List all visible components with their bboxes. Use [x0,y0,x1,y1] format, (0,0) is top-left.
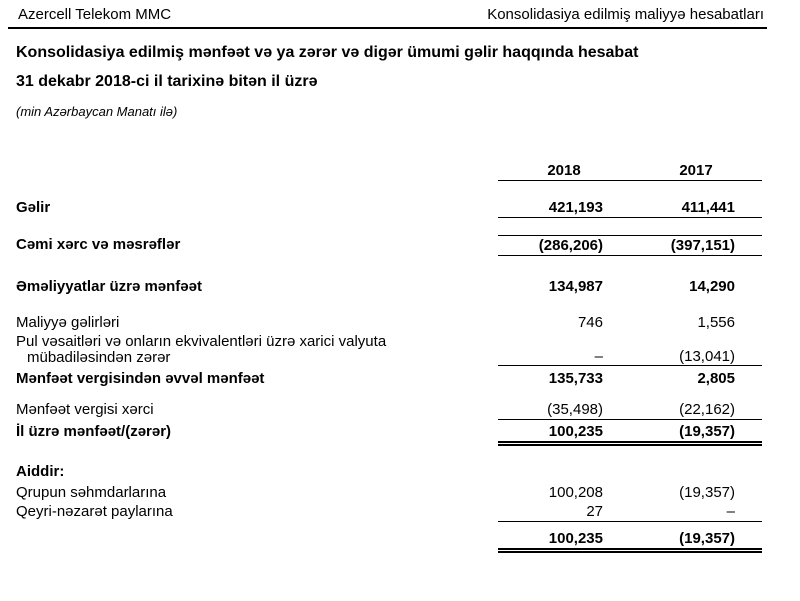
table-row-revenue [16,198,762,218]
table-row-non-controlling-interests [16,502,762,522]
value-2017: 2,805 [697,370,735,387]
row-label: Mənfəət vergisi xərci [16,401,154,418]
value-2017 [630,462,762,481]
value-2017: 14,290 [689,278,735,295]
value-2018: – [498,334,630,366]
table-row-attributable-to [16,462,762,481]
row-label: Maliyyə gəlirləri [16,314,120,331]
value-2018 [498,462,630,481]
value-2018: (286,206) [498,235,630,256]
value-2017: (22,162) [630,400,762,420]
column-header-2017: 2017 [630,161,762,181]
value-2018: 100,235 [498,529,630,553]
table-row-total-attributable [16,522,762,553]
value-2017: (19,357) [679,484,735,501]
value-2017: – [630,502,762,522]
value-2017: 1,556 [697,314,735,331]
row-label: İl üzrə mənfəət/(zərər) [16,423,172,440]
row-label [16,529,498,553]
value-2018: 27 [498,502,630,522]
row-label: Cəmi xərc və məsrəflər [16,236,181,253]
table-row-total-costs-expenses [16,233,762,258]
value-2018: 421,193 [498,198,630,218]
value-2018: 100,208 [548,484,603,501]
report-period: 31 dekabr 2018-ci il tarixinə bitən il üzrə [16,73,318,90]
value-2018: 100,235 [498,422,630,446]
row-label: Qrupun səhmdarlarına [16,484,167,501]
table-row-income-tax-expense [16,400,762,420]
header-spacer [16,161,498,181]
table-row-finance-income [16,313,762,332]
report-title: Konsolidasiya edilmiş mənfəət və ya zərər və digər ümumi gəlir haqqında hesabat [16,44,639,61]
row-label-line1: Pul vəsaitləri və onların ekvivalentləri üzrə xarici valyuta [16,333,387,350]
table-row-profit-before-income-tax [16,369,762,388]
table-row-fx-exchange-loss [16,334,762,366]
table-row-operating-profit [16,277,762,296]
row-label: Aiddir: [16,463,65,480]
row-label: Mənfəət vergisindən əvvəl mənfəət [16,370,265,387]
table-header-row [16,161,762,181]
income-statement-table [16,161,762,553]
company-name: Azercell Telekom MMC [18,6,172,23]
table-row-group-shareholders [16,483,762,502]
value-2018: 746 [577,314,603,331]
value-2018: (35,498) [498,400,630,420]
page-header [8,0,767,29]
value-2017: (397,151) [630,235,762,256]
value-2017: (19,357) [630,422,762,446]
value-2018: 134,987 [548,278,603,295]
value-2017: 411,441 [630,198,762,218]
currency-note: (min Azərbaycan Manatı ilə) [16,104,178,119]
row-label: Əməliyyatlar üzrə mənfəət [16,278,202,295]
row-label: Gəlir [16,199,51,216]
value-2017: (13,041) [630,334,762,366]
row-label-line2: mübadiləsindən zərər [27,349,171,366]
column-header-2018: 2018 [498,161,630,181]
value-2017: (19,357) [630,529,762,553]
report-set-title: Konsolidasiya edilmiş maliyyə hesabatları [487,6,764,23]
value-2018: 135,733 [548,370,603,387]
row-label [16,334,498,366]
row-label: Qeyri-nəzarət paylarına [16,503,173,520]
table-row-profit-loss-for-year [16,422,762,446]
